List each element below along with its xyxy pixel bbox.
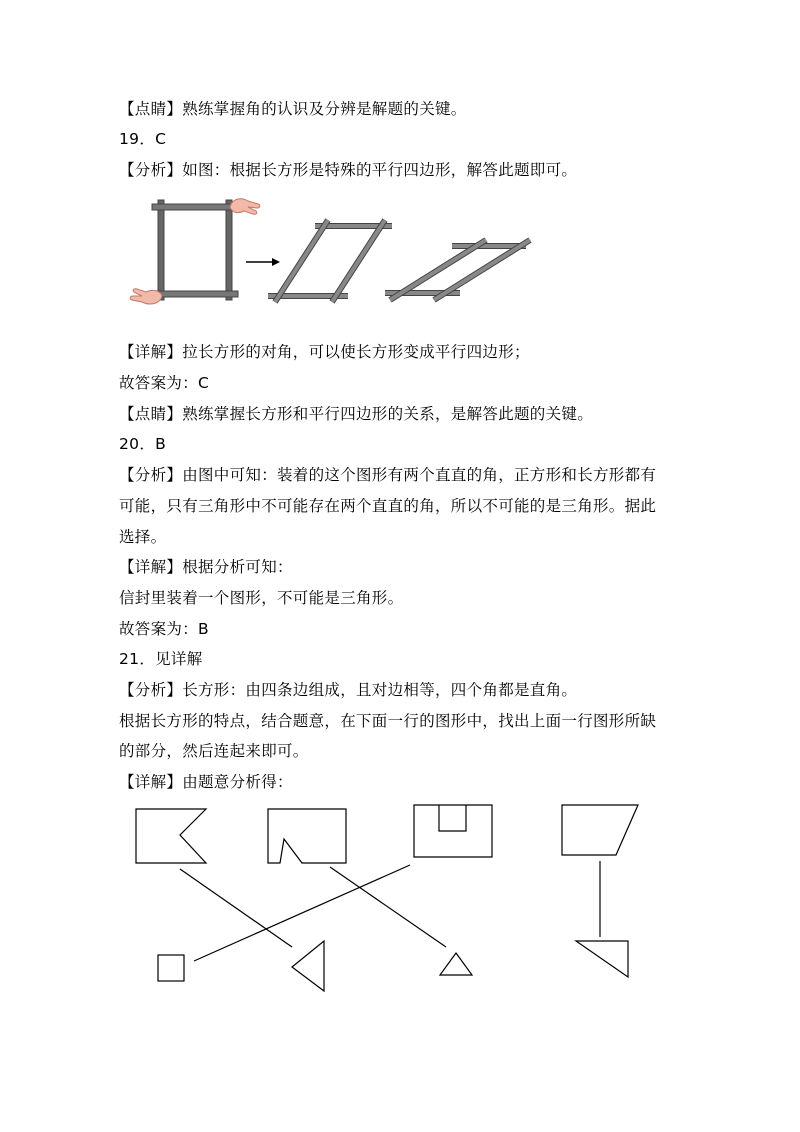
arrow-icon xyxy=(246,258,280,266)
text-line-7: 20．B xyxy=(119,435,167,453)
rectangle-to-parallelogram-figure xyxy=(120,192,540,317)
rectangle-frame xyxy=(152,200,238,300)
hand-icon-top xyxy=(230,199,260,215)
top-shape-4 xyxy=(562,805,638,855)
text-line-11: 【详解】根据分析可知： xyxy=(119,558,293,576)
text-line-3: 【分析】如图：根据长方形是特殊的平行四边形，解答此题即可。 xyxy=(119,161,578,179)
text-line-14: 21．见详解 xyxy=(119,650,203,668)
text-line-18: 【详解】由题意分析得： xyxy=(119,773,293,791)
text-line-9: 可能，只有三角形中不可能存在两个直直的角，所以不可能的是三角形。据此 xyxy=(119,497,657,515)
text-line-12: 信封里装着一个图形，不可能是三角形。 xyxy=(119,589,404,607)
text-line-17: 的部分，然后连起来即可。 xyxy=(119,742,309,760)
match-line-2 xyxy=(330,867,446,947)
parallelogram-frame-2 xyxy=(385,240,530,300)
top-shape-3 xyxy=(414,805,492,857)
bottom-triangle-up xyxy=(440,953,472,975)
bottom-triangle-right xyxy=(576,941,628,977)
top-shape-1 xyxy=(136,809,206,863)
hand-icon-bottom xyxy=(130,289,162,304)
shape-matching-figure xyxy=(120,795,660,1000)
text-line-13: 故答案为：B xyxy=(119,620,209,638)
text-line-4: 【详解】拉长方形的对角，可以使长方形变成平行四边形； xyxy=(119,343,530,361)
text-line-8: 【分析】由图中可知：装着的这个图形有两个直直的角，正方形和长方形都有 xyxy=(119,466,657,484)
text-line-5: 故答案为：C xyxy=(119,374,210,392)
text-line-16: 根据长方形的特点，结合题意，在下面一行的图形中，找出上面一行图形所缺 xyxy=(119,712,657,730)
bottom-square xyxy=(158,955,184,981)
match-line-1 xyxy=(180,869,292,947)
text-line-1: 【点睛】熟练掌握角的认识及分辨是解题的关键。 xyxy=(119,100,467,118)
text-line-10: 选择。 xyxy=(119,528,167,546)
bottom-triangle-left xyxy=(292,941,324,991)
parallelogram-frame-1 xyxy=(268,220,392,302)
text-line-6: 【点睛】熟练掌握长方形和平行四边形的关系，是解答此题的关键。 xyxy=(119,405,594,423)
text-line-2: 19．C xyxy=(119,130,167,148)
text-line-15: 【分析】长方形：由四条边组成，且对边相等，四个角都是直角。 xyxy=(119,681,578,699)
top-shape-2-outline xyxy=(268,809,346,863)
match-line-3 xyxy=(194,865,410,961)
